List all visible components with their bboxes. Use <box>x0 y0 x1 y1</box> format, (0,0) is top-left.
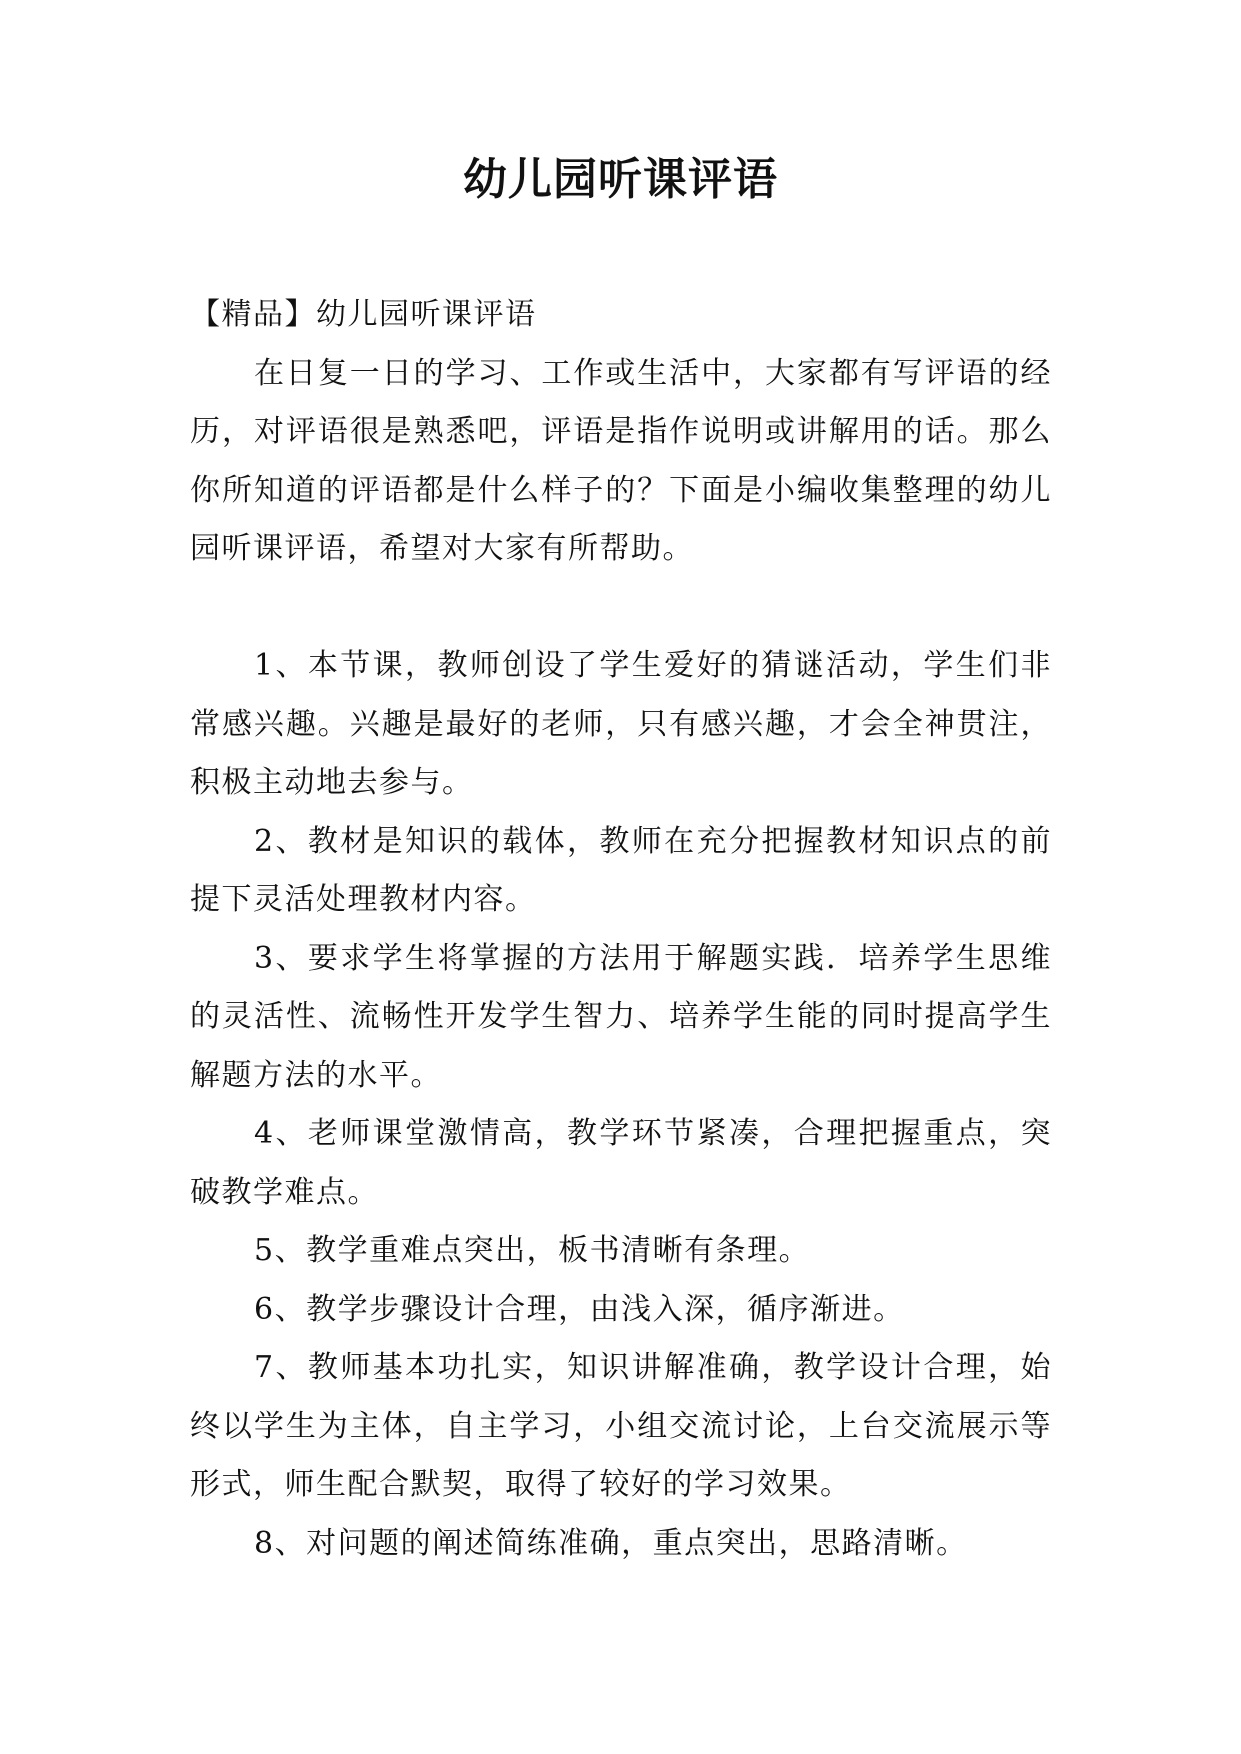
list-item: 4、老师课堂激情高，教学环节紧凑，合理把握重点，突破教学难点。 <box>190 1116 1052 1210</box>
document-body <box>190 286 1052 1573</box>
document-subtitle: 【精品】幼儿园听课评语 <box>190 297 537 332</box>
list-item: 6、教学步骤设计合理，由浅入深，循序渐进。 <box>254 1291 905 1327</box>
list-item: 5、教学重难点突出，板书清晰有条理。 <box>254 1233 811 1268</box>
intro-paragraph: 在日复一日的学习、工作或生活中，大家都有写评语的经历，对评语很是熟悉吧，评语是指作说明或讲解用的话。那么你所知道的评语都是什么样子的？下面是小编收集整理的幼儿园听课评语，希望对大家有所帮助。 <box>190 355 1052 566</box>
list-item: 8、对问题的阐述简练准确，重点突出，思路清晰。 <box>254 1525 968 1561</box>
document-title: 幼儿园听课评语 <box>463 154 778 205</box>
list-item: 1、本节课，教师创设了学生爱好的猜谜活动，学生们非常感兴趣。兴趣是最好的老师，只有感兴趣，才会全神贯注，积极主动地去参与。 <box>190 648 1052 800</box>
paragraph-spacer <box>190 579 1052 638</box>
list-item: 7、教师基本功扎实，知识讲解准确，教学设计合理，始终以学生为主体，自主学习，小组交流讨论，上台交流展示等形式，师生配合默契，取得了较好的学习效果。 <box>190 1350 1052 1502</box>
list-item: 2、教材是知识的载体，教师在充分把握教材知识点的前提下灵活处理教材内容。 <box>190 823 1052 917</box>
list-item: 3、要求学生将掌握的方法用于解题实践．培养学生思维的灵活性、流畅性开发学生智力、培养学生能的同时提高学生解题方法的水平。 <box>190 940 1052 1093</box>
